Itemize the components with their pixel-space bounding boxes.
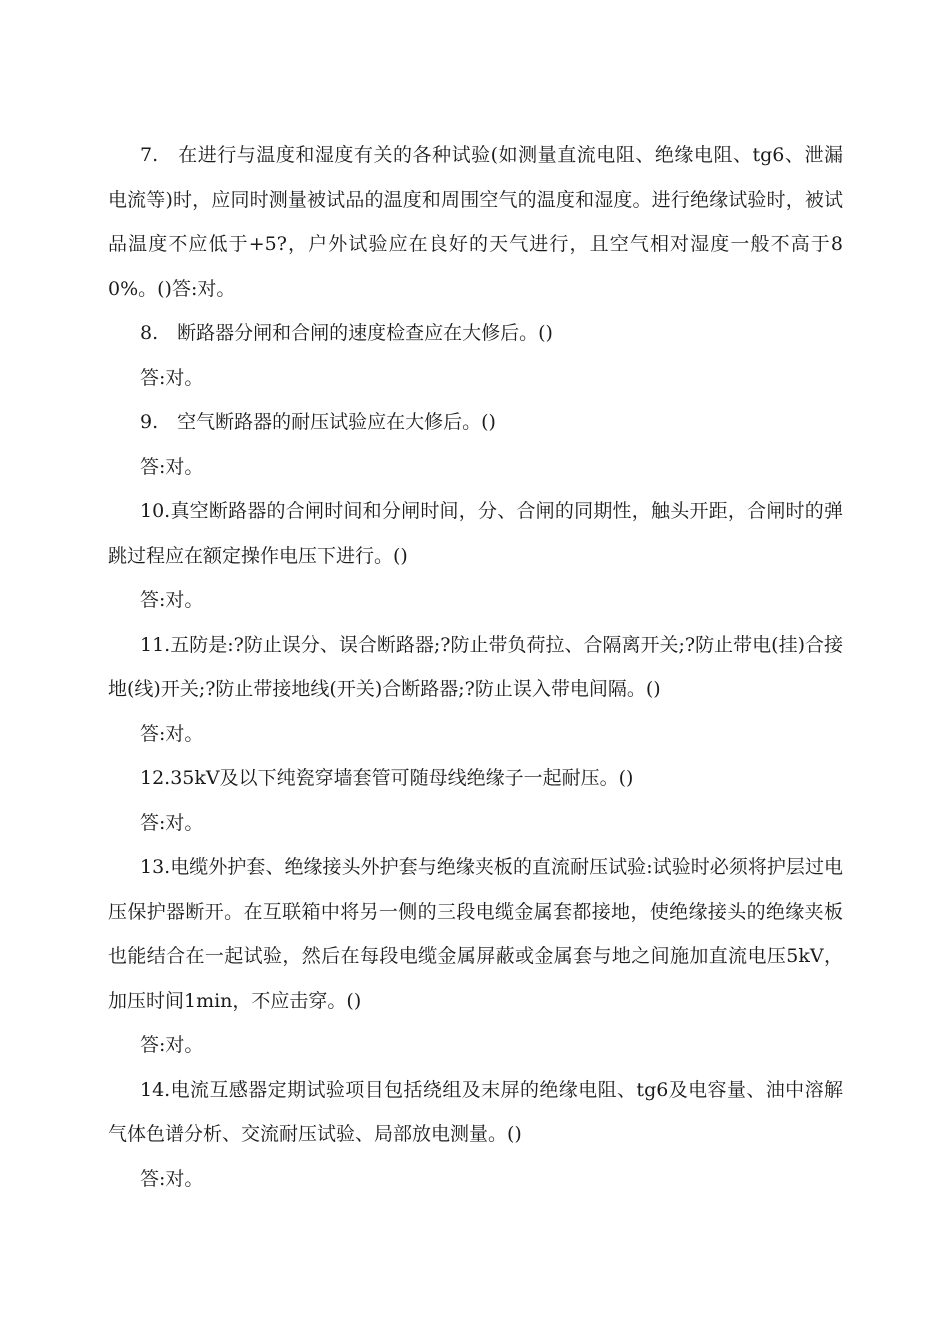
question-item-8	[108, 311, 843, 400]
question-item-12	[108, 756, 843, 845]
answer-text: 答:对。	[140, 455, 204, 478]
question-text: 8. 断路器分闸和合闸的速度检查应在大修后。()	[140, 322, 553, 344]
answer-text: 答:对。	[140, 1034, 204, 1056]
question-text: 9. 空气断路器的耐压试验应在大修后。()	[140, 411, 496, 433]
question-item-14	[108, 1068, 843, 1202]
question-text: 10.真空断路器的合闸时间和分闸时间，分、合闸的同期性，触头开距，合闸时的弹跳过程应在额定操作电压下进行。()	[108, 500, 843, 567]
question-item-7	[108, 133, 843, 311]
answer-text: 答:对。	[140, 722, 204, 745]
answer-text: 答:对。	[140, 366, 204, 389]
question-text: 13.电缆外护套、绝缘接头外护套与绝缘夹板的直流耐压试验:试验时必须将护层过电压保护器断开。在互联箱中将另一侧的三段电缆金属套都接地，使绝缘接头的绝缘夹板也能结合在一起试验，然后在每段电缆金属屏蔽或金属套与地之间施加直流电压5kV，加压时间1min，不应击穿。()	[108, 856, 843, 1012]
answer-text: 答:对。	[140, 589, 204, 611]
question-item-11	[108, 623, 843, 757]
question-text: 12.35kV及以下纯瓷穿墙套管可随母线绝缘子一起耐压。()	[140, 767, 634, 789]
question-text: 7. 在进行与温度和湿度有关的各种试验(如测量直流电阻、绝缘电阻、tg6、泄漏电流等)时，应同时测量被试品的温度和周围空气的温度和湿度。进行绝缘试验时，被试品温度不应低于+5?，户外试验应在良好的天气进行，且空气相对湿度一般不高于80%。()答:对。	[108, 144, 843, 300]
answer-text: 答:对。	[140, 1167, 204, 1190]
question-text: 14.电流互感器定期试验项目包括绕组及末屏的绝缘电阻、tg6及电容量、油中溶解气体色谱分析、交流耐压试验、局部放电测量。()	[108, 1078, 843, 1145]
question-item-10	[108, 489, 843, 623]
question-item-9	[108, 400, 843, 489]
question-text: 11.五防是:?防止误分、误合断路器;?防止带负荷拉、合隔离开关;?防止带电(挂)合接地(线)开关;?防止带接地线(开关)合断路器;?防止误入带电间隔。()	[108, 633, 843, 700]
document-body	[108, 133, 843, 1201]
question-item-13	[108, 845, 843, 1068]
answer-text: 答:对。	[140, 811, 204, 834]
